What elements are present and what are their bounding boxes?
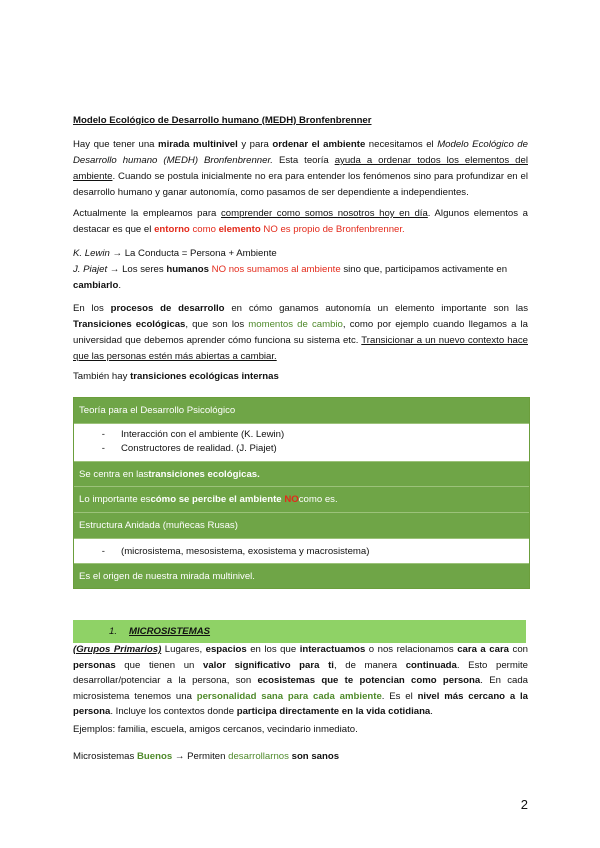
table-row [74,423,529,461]
bullet: - [101,545,105,557]
text: . Incluye los contextos donde [110,706,237,718]
text: cara a cara [457,644,510,655]
text: Es el origen de nuestra mirada multinivel. [79,570,255,582]
text: NO [284,494,299,505]
text: comprender como somos nosotros hoy en día [221,208,428,219]
text: Lo importante es [79,494,151,505]
text: . Es el [381,690,418,702]
text: como es. [298,494,338,505]
table-row [74,461,529,486]
text: (Grupos Primarios) [73,644,162,655]
list-item [79,442,524,456]
text: interactuamos [299,644,366,655]
text: entorno [154,224,190,235]
text: Se centra en las [79,468,149,480]
text: personalidad sana para cada ambiente [196,690,382,702]
text: . Cuando se postula inicialmente no era para entender los fenómenos sino para profundizar en el desarrollo humano y ganar autonomía, como pasamos de ser dependiente a independientes. [73,171,528,198]
text: Constructores de realidad. (J. Piajet) [121,443,277,454]
text: sino que, participamos activamente en [340,264,508,275]
bullet: - [101,429,105,440]
text: → Los seres [107,264,167,275]
text: Transiciones ecológicas [73,319,186,330]
table-row [74,486,529,512]
summary-table [73,397,530,589]
bullet: - [101,443,105,454]
text: ordenar el ambiente [272,139,366,150]
text: → La Conducta = Persona + Ambiente [109,248,277,259]
text: Transicionar a un nuevo contexto hace que las personas estén más abiertas a cambiar. [73,335,528,362]
text: cómo se percibe el ambiente [150,494,282,505]
text: , de manera [333,659,406,671]
table-row [74,398,529,423]
text: participa directamente en la vida cotidiana [236,706,431,718]
text: continuada [405,659,457,671]
text: procesos de desarrollo [110,303,225,314]
list-item [79,428,524,442]
text: necesitamos el [365,139,438,150]
lewin-line [73,246,528,262]
text: Hay que tener una [73,139,159,150]
text: Teoría para el Desarrollo Psicológico [79,405,236,416]
text: desarrollarnos [228,751,289,762]
text: (microsistema, mesosistema, exosistema y macrosistema) [121,545,370,557]
text: J. Piajet [73,264,108,275]
table-row [74,538,529,563]
text: personas [73,659,116,671]
text: Actualmente la empleamos para [73,208,221,219]
paragraph-intro [73,137,528,201]
text: → Permiten [172,751,229,762]
paragraph-actualmente [73,206,528,238]
text: ayuda a ordenar todos los elementos del ambiente [73,155,528,182]
text: Estructura Anidada (muñecas Rusas) [79,520,238,531]
text: Esta teoría [272,155,335,166]
paragraph-microsistemas [73,642,528,720]
text: espacios [205,644,247,655]
text: que tienen un [115,659,204,671]
text: nivel más cercano a la persona [73,690,528,718]
text: momentos de cambio [248,319,343,330]
text: Interacción con el ambiente (K. Lewin) [121,429,285,440]
text: . En cada microsistema tenemos una [73,675,529,702]
examples-line: Ejemplos: familia, escuela, amigos cercanos, vecindario inmediato. [73,724,358,735]
text: NO es propio de Bronfenbrenner. [260,224,405,235]
text: . [430,706,433,718]
text: . Algunos elementos a destacar es que el [73,208,529,235]
text: en los que [246,644,300,655]
text: K. Lewin [73,248,110,259]
piajet-line [73,262,528,294]
heading-text: MICROSISTEMAS [129,626,211,637]
text: transiciones ecológicas internas [130,371,279,382]
text: Lugares, [161,644,206,655]
last-line [73,749,528,765]
text: humanos [166,264,209,275]
text: Buenos [136,751,173,762]
text: NO nos sumamos al ambiente [208,264,341,275]
page-number: 2 [520,797,528,812]
text: son sanos [288,751,340,762]
paragraph-procesos [73,301,528,365]
microsistemas-heading [73,620,526,643]
text: En los [73,303,111,314]
list-item [79,546,369,557]
table-row [74,512,529,538]
text: y para [237,139,273,150]
text: o nos relacionamos [365,644,458,655]
text: elemento [218,224,261,235]
text: También hay [73,371,131,382]
text: , que son los [185,319,249,330]
text: mirada multinivel [158,139,238,150]
heading-number: 1. [108,626,117,637]
text: . Esto permite desarrollar/potenciar a la persona, son [73,659,528,687]
text: en cómo ganamos autonomía un elemento importante son las [224,303,528,314]
text: , como por ejemplo cuando llegamos a la universidad que debemos aprender cómo funciona su sistema etc. [73,319,529,346]
text: como [189,224,219,235]
text: Modelo Ecológico de Desarrollo humano (MEDH) Bronfenbrenner. [73,139,528,166]
text: . [118,280,121,291]
text: cambiarlo [73,280,119,291]
text: transiciones ecológicas. [148,468,260,480]
text: valor significativo para ti [203,659,334,671]
page-title: Modelo Ecológico de Desarrollo humano (MEDH) Bronfenbrenner [73,115,372,126]
text: con [509,644,529,655]
internal-heading [73,369,528,385]
text: Microsistemas [73,751,137,762]
table-row [74,563,529,588]
text: ecosistemas que te potencian como persona [257,675,481,687]
